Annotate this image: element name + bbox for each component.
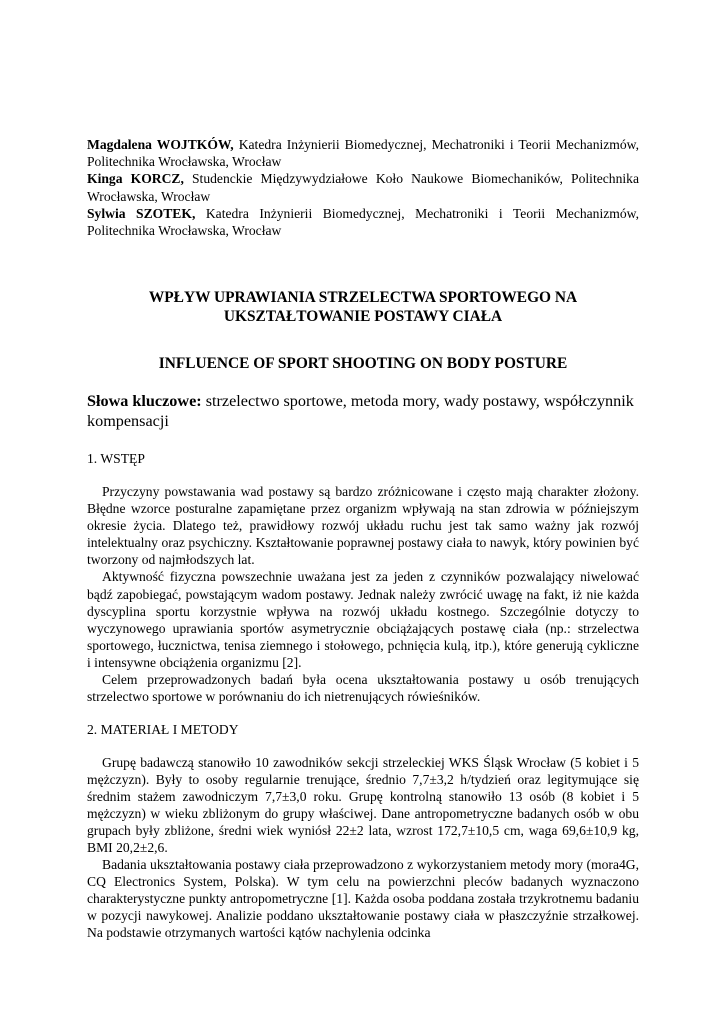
title-polish-line: WPŁYW UPRAWIANIA STRZELECTWA SPORTOWEGO NA xyxy=(148,289,578,307)
author-affiliation: Katedra Inżynierii Biomedycznej, Mechatroniki i Teorii Mechanizmów, Politechnika Wrocławska, Wrocław xyxy=(87,137,640,170)
document-page xyxy=(87,136,639,941)
section-heading-introduction: 1. WSTĘP xyxy=(87,451,145,467)
paragraph: Celem przeprowadzonych badań była ocena ukształtowania postawy u osób trenujących strzelectwo sportowe w porównaniu do ich nietrenujących rówieśników. xyxy=(87,671,639,704)
section-heading-methods: 2. MATERIAŁ I METODY xyxy=(87,721,239,737)
title-polish-line: UKSZTAŁTOWANIE POSTAWY CIAŁA xyxy=(223,308,503,326)
paragraph: Aktywność fizyczna powszechnie uważana jest za jeden z czynników pozwalający niwelować bądź zapobiegać, powstającym wadom postawy. Jednak należy zwrócić uwagę na fakt, iż nie każda dyscyplina sportu korzystnie wpływa na rozwój układu kostnego. Szczególnie dotyczy to wyczynowego uprawiania sportów asymetrycznie obciążających postawę ciała (np.: strzelectwa sportowego, łucznictwa, tenisa ziemnego i stołowego, pchnięcia kulą, itp.), które generują cykliczne i intensywne obciążenia organizmu [2]. xyxy=(87,569,639,670)
author-entry xyxy=(87,170,639,204)
keywords xyxy=(87,391,639,431)
author-name: Sylwia SZOTEK, xyxy=(87,205,196,221)
author-affiliation: Studenckie Międzywydziałowe Koło Naukowe Biomechaników, Politechnika Wrocławska, Wrocław xyxy=(87,171,640,204)
author-entry xyxy=(87,205,639,239)
author-name: Magdalena WOJTKÓW, xyxy=(87,137,234,152)
keywords-label: Słowa kluczowe: xyxy=(87,392,202,411)
author-affiliation: Katedra Inżynierii Biomedycznej, Mechatroniki i Teorii Mechanizmów, Politechnika Wrocławska, Wrocław xyxy=(87,205,639,239)
paragraph: Grupę badawczą stanowiło 10 zawodników sekcji strzeleckiej WKS Śląsk Wrocław (5 kobiet i 5 mężczyzn). Były to osoby regularnie trenujące, średnio 7,7±3,2 h/tydzień oraz legitymujące się średnim stażem zawodniczym 7,7±3,0 roku. Grupę kontrolną stanowiło 13 osób (8 kobiet i 5 mężczyzn) w wieku zbliżonym do grupy właściwej. Dane antropometryczne badanych osób w obu grupach były zbliżone, średni wiek wyniósł 22±2 lata, wzrost 172,7±10,5 cm, waga 69,6±10,9 kg, BMI 20,2±2,6. xyxy=(87,754,639,856)
paragraph: Przyczyny powstawania wad postawy są bardzo zróżnicowane i często mają charakter złożony. Błędne wzorce posturalne zapamiętane przez organizm wpływają na stan zdrowia w późniejszym okresie życia. Dlatego też, prawidłowy rozwój układu ruchu jest tak samo ważny jak rozwój intelektualny oraz psychiczny. Kształtowanie poprawnej postawy ciała to nawyk, który powinien być tworzony od najmłodszych lat. xyxy=(87,484,639,568)
author-entry xyxy=(87,136,639,170)
author-list xyxy=(87,136,639,239)
author-name: Kinga KORCZ, xyxy=(87,171,184,187)
section-body-methods xyxy=(87,754,639,942)
section-body-introduction xyxy=(87,483,639,705)
paragraph: Badania ukształtowania postawy ciała przeprowadzono z wykorzystaniem metody mory (mora4G, CQ Electronics System, Polska). W tym celu na powierzchni pleców badanych wyznaczono charakterystyczne punkty antropometryczne [1]. Każda osoba poddana została trzykrotnemu badaniu w pozycji nawykowej. Analizie poddano ukształtowanie postawy ciała w płaszczyźnie strzałkowej. Na podstawie otrzymanych wartości kątów nachylenia odcinka xyxy=(87,857,639,941)
title-english: INFLUENCE OF SPORT SHOOTING ON BODY POSTURE xyxy=(158,355,568,373)
title-polish xyxy=(87,288,639,326)
keywords-text: strzelectwo sportowe, metoda mory, wady postawy, współczynnik kompensacji xyxy=(87,392,634,431)
